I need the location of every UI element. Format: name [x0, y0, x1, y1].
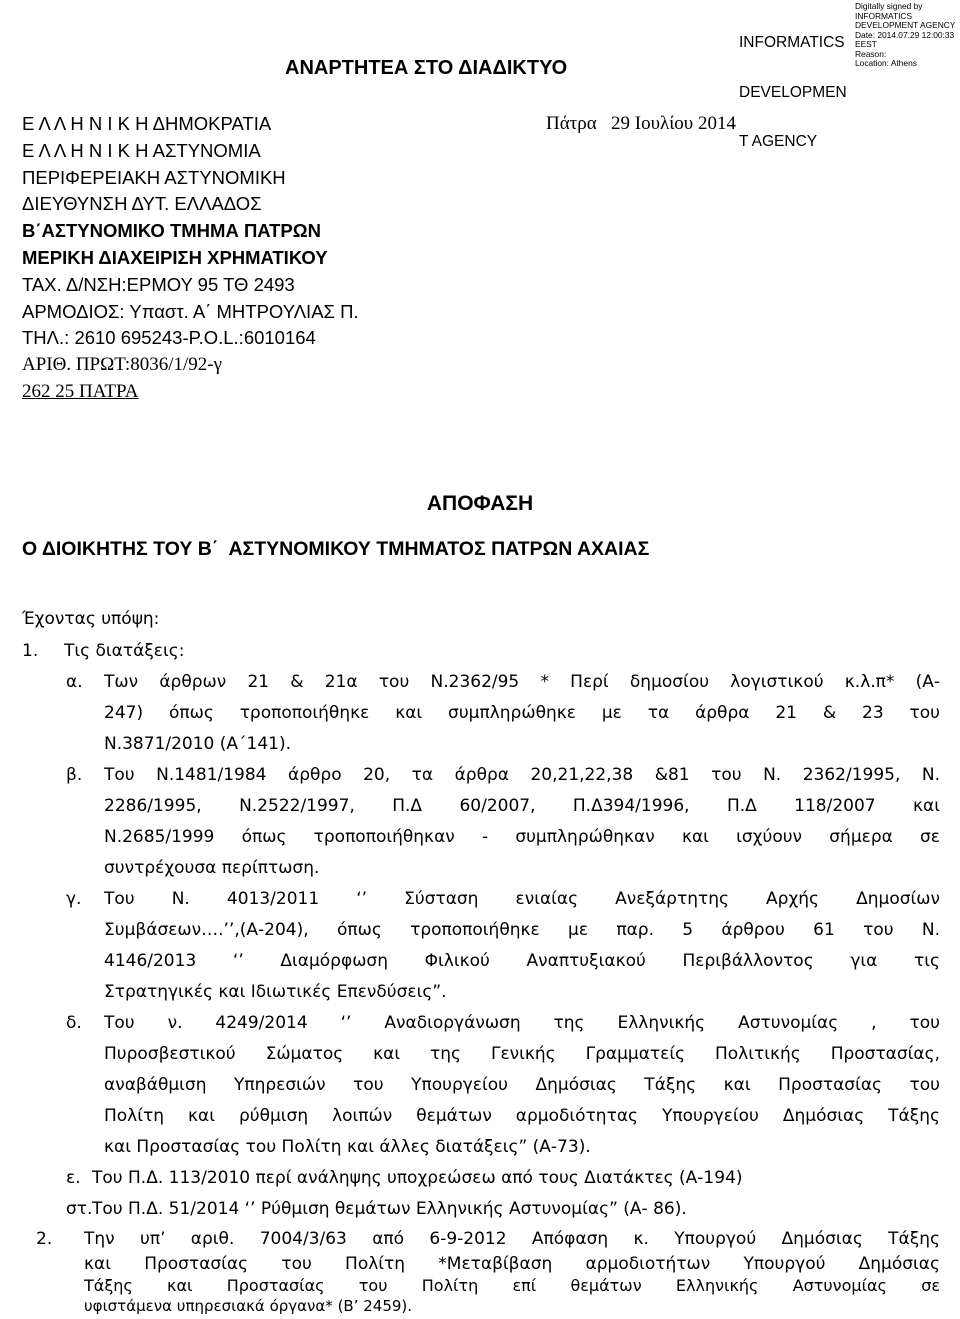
sender-line: ΑΡΜΟΔΙΟΣ: Υπαστ. Α΄ ΜΗΤΡΟΥΛΙΑΣ Π. [22, 300, 359, 322]
sender-line: ΑΡΙΘ. ΠΡΩΤ:8036/1/92-γ [22, 354, 222, 376]
sender-line: Ε Λ Λ Η Ν Ι Κ Η ΑΣΤΥΝΟΜΙΑ [22, 139, 261, 161]
subitem-line: Ν.2685/1999 όπως τροποποιήθηκαν - συμπληρώθηκαν και ισχύουν σήμερα σε [104, 827, 940, 847]
considering-label: Έχοντας υπόψη: [22, 609, 160, 629]
item-text: Τις διατάξεις: [64, 641, 185, 661]
subitem-label: ε. [66, 1168, 81, 1188]
sender-line: ΤΗΛ.: 2610 695243-P.O.L.:6010164 [22, 327, 316, 349]
item-line: Την υπ’ αριθ. 7004/3/63 από 6-9-2012 Απόφαση κ. Υπουργού Δημόσιας Τάξης [84, 1229, 940, 1249]
decision-title: ΑΠΟΦΑΣΗ [426, 492, 534, 515]
subitem-line: Πολίτη και ρύθμιση λοιπών θεμάτων αρμοδιότητας Υπουργείου Δημόσιας Τάξης [104, 1106, 940, 1126]
sender-block [22, 111, 359, 406]
item-number: 1. [22, 641, 39, 661]
subitem-line: Του Π.Δ. 51/2014 ‘’ Ρύθμιση θεμάτων Ελληνικής Αστυνομίας” (Α- 86). [92, 1199, 687, 1219]
signature-detail-line: Location: Athens [855, 58, 917, 68]
decision-subtitle: Ο ΔΙΟΙΚΗΤΗΣ ΤΟΥ Β΄ ΑΣΤΥΝΟΜΙΚΟΥ ΤΜΗΜΑΤΟΣ ΠΑΤΡΩΝ ΑΧΑΙΑΣ [22, 538, 650, 560]
subitem-line: αναβάθμιση Υπηρεσιών του Υπουργείου Δημόσιας Τάξης και Προστασίας του [104, 1075, 940, 1095]
subitem-label: α. [66, 672, 83, 692]
item-number: 2. [36, 1229, 53, 1249]
sender-line: ΠΕΡΙΦΕΡΕΙΑΚΗ ΑΣΤΥΝΟΜΙΚΗ [22, 166, 286, 188]
subitem-line: 2286/1995, Ν.2522/1997, Π.Δ 60/2007, Π.Δ394/1996, Π.Δ 118/2007 και [104, 796, 940, 816]
subitem-line: Πυροσβεστικού Σώματος και της Γενικής Γραμματείς Πολιτικής Προστασίας, [104, 1044, 940, 1064]
signature-detail-line: Digitally signed by [855, 2, 923, 11]
subitem-line: Των άρθρων 21 & 21α του Ν.2362/95 * Περί δημοσίου λογιστικού κ.λ.π* (Α- [104, 672, 940, 692]
sender-line: Ε Λ Λ Η Ν Ι Κ Η ΔΗΜΟΚΡΑΤΙΑ [22, 113, 272, 134]
subitem-line: 247) όπως τροποποιήθηκε και συμπληρώθηκε με τα άρθρα 21 & 23 του [104, 703, 940, 723]
subitem-line: Στρατηγικές και Ιδιωτικές Επενδύσεις”. [104, 982, 447, 1002]
signature-detail-line: EEST [855, 39, 877, 49]
sender-line: Β΄ΑΣΤΥΝΟΜΙΚΟ ΤΜΗΜΑ ΠΑΤΡΩΝ [22, 220, 321, 242]
signature-detail-line: Date: 2014.07.29 12:00:33 [855, 29, 955, 40]
subitem-label: β. [66, 765, 83, 785]
sender-line: ΤΑΧ. Δ/ΝΣΗ:ΕΡΜΟΥ 95 ΤΘ 2493 [22, 273, 295, 295]
signature-name-line: DEVELOPMEN [739, 83, 847, 101]
signature-name-line: T AGENCY [739, 133, 818, 150]
subitem-label: δ. [66, 1013, 82, 1033]
place-date: Πάτρα 29 Ιουλίου 2014 [546, 113, 736, 134]
subitem-label: γ. [66, 889, 82, 909]
signature-name-line: INFORMATICS [739, 34, 845, 51]
subitem-line: 4146/2013 ‘’ Διαμόρφωση Φιλικού Αναπτυξιακού Περιβάλλοντος για τις [104, 951, 940, 971]
signature-detail-line: Reason: [855, 48, 887, 59]
signature-detail-line: DEVELOPMENT AGENCY [855, 20, 956, 30]
subitem-line: Ν.3871/2010 (Α΄141). [104, 734, 292, 754]
sender-line: ΜΕΡΙΚΗ ΔΙΑΧΕΙΡΙΣΗ ΧΡΗΜΑΤΙΚΟΥ [22, 246, 328, 268]
sender-line: 262 25 ΠΑΤΡΑ [22, 380, 139, 402]
subitem-line: Του ν. 4249/2014 ‘’ Αναδιοργάνωση της Ελληνικής Αστυνομίας , του [104, 1013, 940, 1033]
subitem-line: συντρέχουσα περίπτωση. [104, 858, 320, 878]
signature-detail-line: INFORMATICS [855, 10, 913, 21]
subitem-line: Του Π.Δ. 113/2010 περί ανάληψης υποχρεώσεω από τους Διατάκτες (Α-194) [92, 1168, 743, 1188]
item-line: υφιστάμενα υπηρεσιακά όργανα* (Β’ 2459). [84, 1297, 413, 1315]
subitem-line: Του Ν. 4013/2011 ‘’ Σύσταση ενιαίας Ανεξάρτητης Αρχής Δημοσίων [104, 889, 940, 909]
signature-details [855, 2, 960, 69]
subitem-line: και Προστασίας του Πολίτη και άλλες διατάξεις” (Α-73). [104, 1137, 591, 1157]
sender-line: ΔΙΕΥΘΥΝΣΗ ΔΥΤ. ΕΛΛΑΔΟΣ [22, 193, 262, 215]
subitem-line: Του Ν.1481/1984 άρθρο 20, τα άρθρα 20,21,22,38 &81 του Ν. 2362/1995, Ν. [104, 765, 940, 785]
publication-heading: ΑΝΑΡΤΗΤΕΑ ΣΤΟ ΔΙΑΔΙΚΤΥΟ [285, 57, 568, 79]
item-line: Τάξης και Προστασίας του Πολίτη επί θεμάτων Ελληνικής Αστυνομίας σε [84, 1276, 940, 1295]
signature-name [739, 2, 851, 167]
item-line: και Προστασίας του Πολίτη *Μεταβίβαση αρμοδιοτήτων Υπουργού Δημόσιας [84, 1254, 940, 1274]
subitem-line: Συμβάσεων….’’,(Α-204), όπως τροποποιήθηκε με παρ. 5 άρθρου 61 του Ν. [104, 920, 940, 940]
subitem-label: στ. [66, 1199, 93, 1219]
